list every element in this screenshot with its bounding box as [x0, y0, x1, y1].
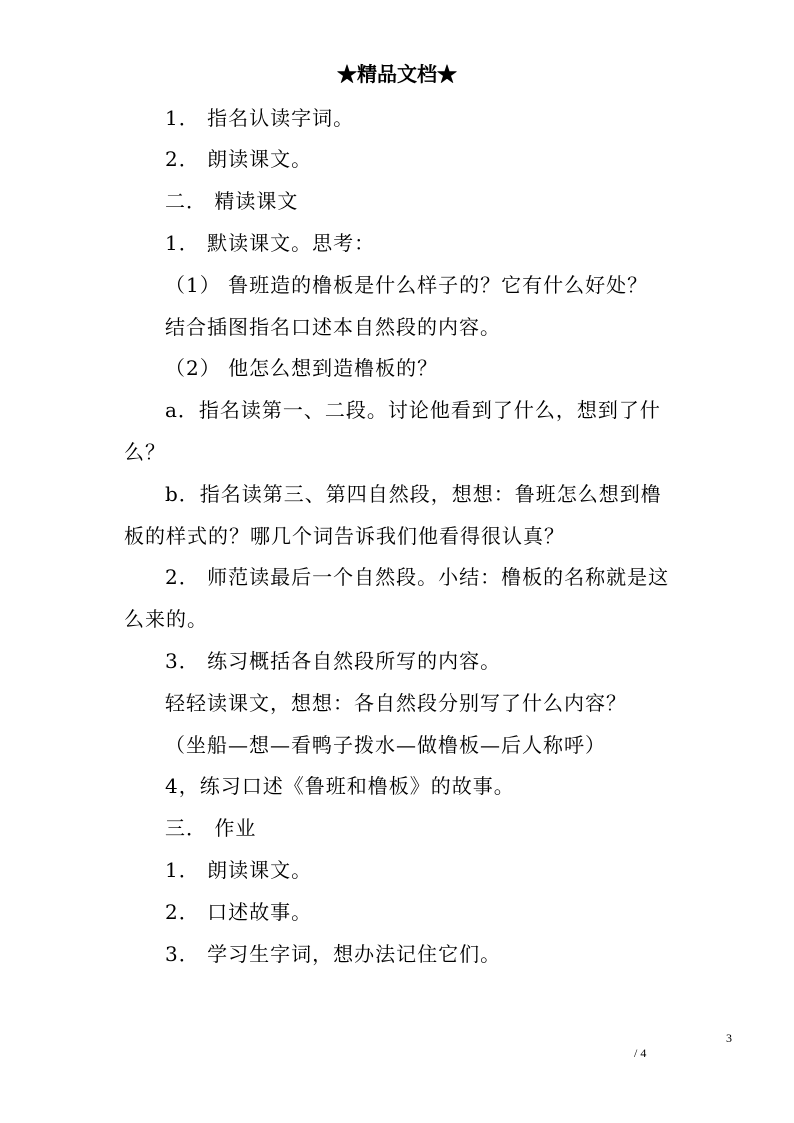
text-line: 板的样式的？哪几个词告诉我们他看得很认真？ [124, 524, 565, 548]
text-line: 轻轻读课文，想想：各自然段分别写了什么内容？ [165, 691, 627, 715]
text-line: 1． 默读课文。思考： [165, 231, 376, 255]
text-line: 结合插图指名口述本自然段的内容。 [165, 315, 501, 339]
text-line: 1． 朗读课文。 [165, 858, 313, 882]
text-line: 2． 朗读课文。 [165, 147, 313, 171]
page-number: 3 [726, 1031, 732, 1045]
text-line: 3． 学习生字词，想办法记住它们。 [165, 942, 502, 966]
text-line: 么？ [124, 440, 166, 464]
page-total: / 4 [634, 1046, 647, 1060]
text-line: b．指名读第三、第四自然段，想想：鲁班怎么想到橹 [165, 482, 662, 506]
section-heading: 二． 精读课文 [165, 189, 299, 213]
text-line: （1） 鲁班造的橹板是什么样子的？它有什么好处？ [165, 273, 649, 297]
text-line: 3． 练习概括各自然段所写的内容。 [165, 649, 502, 673]
text-line: 2． 口述故事。 [165, 900, 313, 924]
section-heading: 三． 作业 [165, 816, 257, 840]
text-line: a．指名读第一、二段。讨论他看到了什么，想到了什 [165, 398, 661, 422]
text-line: 4，练习口述《鲁班和橹板》的故事。 [165, 774, 515, 798]
text-line: 2． 师范读最后一个自然段。小结：橹板的名称就是这 [165, 565, 670, 589]
text-line: （2） 他怎么想到造橹板的？ [165, 356, 439, 380]
text-line: （坐船—想—看鸭子拨水—做橹板—后人称呼） [165, 733, 606, 757]
text-line: 1． 指名认读字词。 [165, 106, 355, 130]
text-line: 么来的。 [124, 607, 208, 631]
document-header: ★精品文档★ [337, 62, 457, 86]
